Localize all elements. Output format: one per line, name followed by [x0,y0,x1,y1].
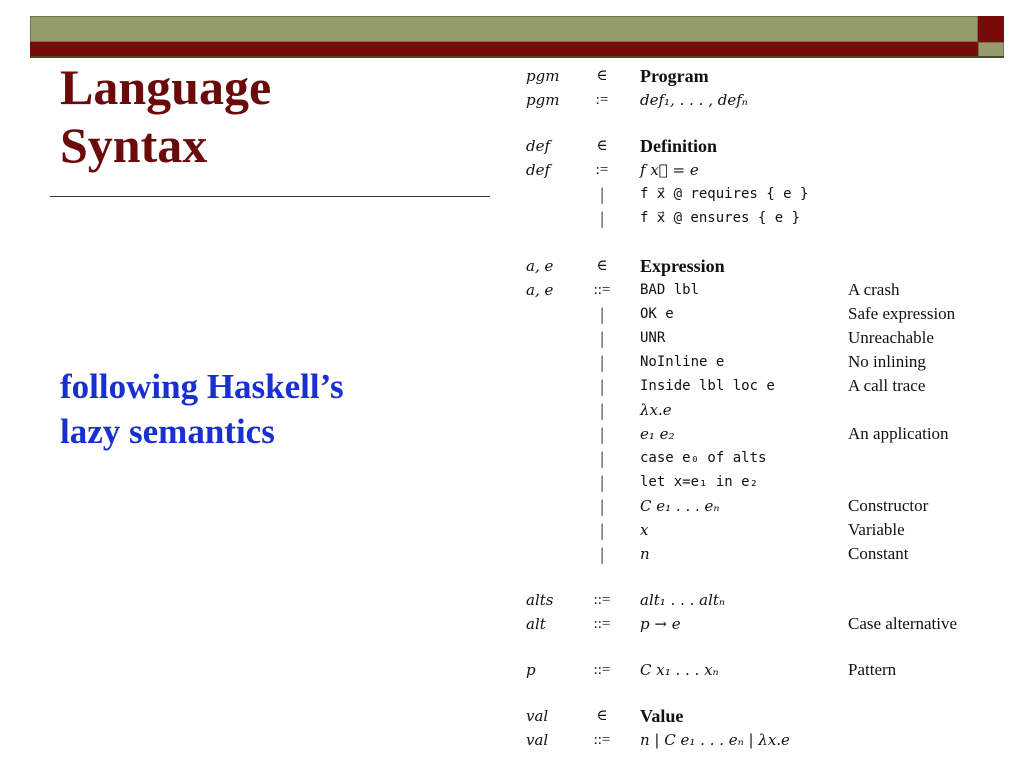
grammar-operator: | [600,424,604,444]
grammar-production: UNR [640,330,666,346]
title-underline [50,196,490,197]
header-bar-olive [30,16,978,42]
grammar-description: No inlining [848,352,926,371]
grammar-production: NoInline e [640,354,725,370]
grammar-nonterminal: p [526,661,536,679]
grammar-production: f x⃗ @ requires { e } [640,186,809,202]
grammar-nonterminal: alt [526,615,546,633]
grammar-operator: | [600,520,604,540]
grammar-production: n | C e₁ . . . eₙ | λx.e [640,731,790,749]
grammar-production: e₁ e₂ [640,425,675,443]
slide-title [60,58,271,174]
grammar-production: case e₀ of alts [640,450,767,466]
grammar-production: C e₁ . . . eₙ [640,497,720,515]
grammar-nonterminal: pgm [526,91,560,109]
grammar-production: Program [640,66,709,86]
grammar-description: Safe expression [848,304,956,323]
slide-note-line-2: lazy semantics [60,412,275,451]
grammar-operator: ::= [593,732,611,748]
grammar-operator: | [600,208,604,228]
grammar-table [526,64,1016,764]
grammar-operator: | [600,352,604,372]
grammar-production: Value [640,706,684,726]
grammar-description: Pattern [848,660,897,679]
grammar-production: p → e [640,615,681,633]
grammar-production: OK e [640,306,674,322]
grammar-description: Unreachable [848,328,934,347]
grammar-description: Variable [848,520,905,539]
grammar-production: let x=e₁ in e₂ [640,474,759,490]
grammar-operator: ∈ [596,258,608,274]
grammar-description: A call trace [848,376,926,395]
grammar-production: λx.e [640,401,672,419]
header-corner-red [978,16,1004,42]
grammar-nonterminal: a, e [526,257,554,275]
header-bar-red [30,42,978,56]
grammar-operator: ∈ [596,138,608,154]
grammar-description: Case alternative [848,614,958,633]
grammar-nonterminal: val [526,707,549,725]
grammar-production: Expression [640,256,725,276]
grammar-production: BAD lbl [640,282,700,298]
grammar-production: f x⃗ @ ensures { e } [640,210,801,226]
grammar-operator: | [600,496,604,516]
grammar-production: Inside lbl loc e [640,378,775,394]
grammar-production: Definition [640,136,718,156]
grammar-operator: | [600,328,604,348]
grammar-operator: ∈ [596,68,608,84]
slide-note-line-1: following Haskell’s [60,367,344,406]
slide-title-line-1: Language [60,59,272,115]
grammar-description: Constant [848,544,909,563]
grammar-operator: ::= [593,662,611,678]
grammar-operator: ::= [593,616,611,632]
slide-title-line-2: Syntax [60,117,208,173]
grammar-operator: | [600,448,604,468]
grammar-operator: | [600,544,604,564]
grammar-production: C x₁ . . . xₙ [640,661,719,679]
grammar-operator: | [600,184,604,204]
grammar-description: A crash [848,280,900,299]
grammar-nonterminal: def [526,161,551,179]
grammar-production: def₁, . . . , defₙ [640,91,748,109]
grammar-production: x [640,521,649,539]
grammar-operator: ::= [593,282,611,298]
grammar-operator: ::= [593,592,611,608]
grammar-description: An application [848,424,949,443]
grammar-operator: | [600,304,604,324]
grammar-operator: := [595,92,609,108]
grammar-operator: | [600,376,604,396]
grammar-nonterminal: val [526,731,549,749]
grammar-nonterminal: alts [526,591,554,609]
grammar-nonterminal: def [526,137,551,155]
grammar-operator: | [600,400,604,420]
slide-note [60,364,344,454]
grammar-operator: | [600,472,604,492]
grammar-operator: ∈ [596,708,608,724]
grammar-operator: := [595,162,609,178]
grammar-production: alt₁ . . . altₙ [640,591,726,609]
grammar-production: f x⃗ = e [640,161,699,179]
grammar-production: n [640,545,650,563]
grammar-description: Constructor [848,496,929,515]
grammar-nonterminal: a, e [526,281,554,299]
grammar-nonterminal: pgm [526,67,560,85]
